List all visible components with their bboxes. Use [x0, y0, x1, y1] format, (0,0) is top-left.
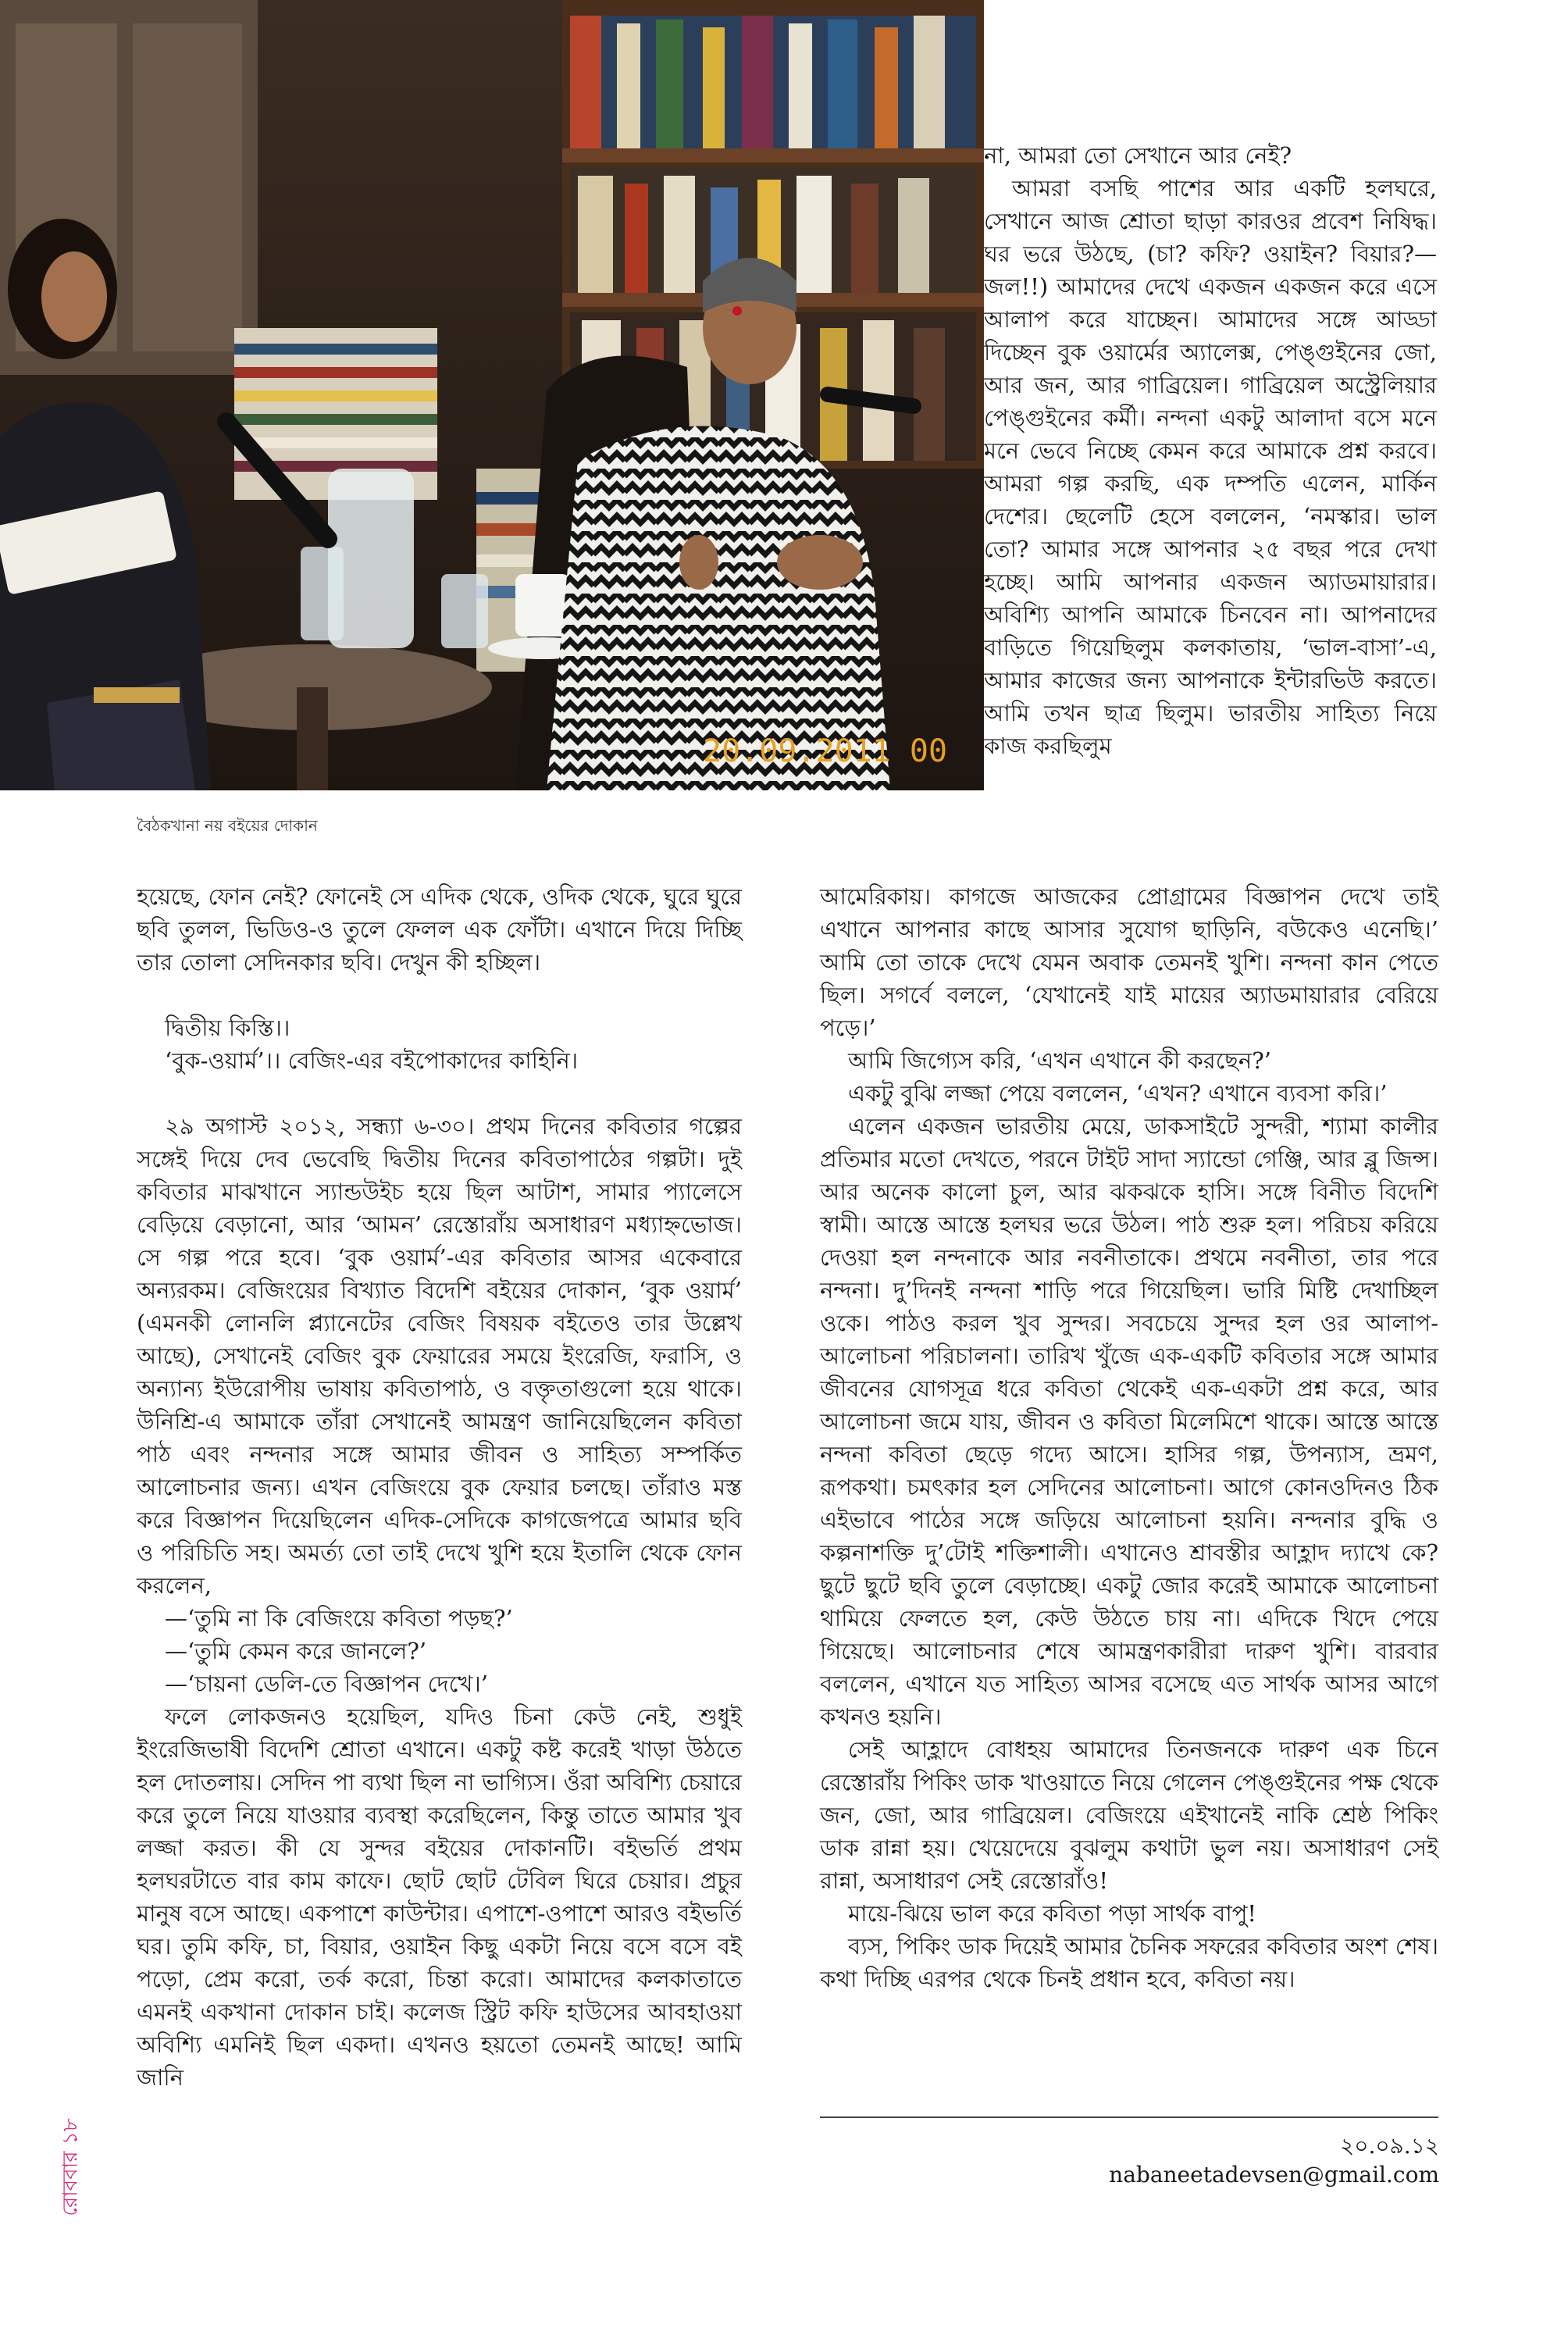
bookstore-photo	[0, 0, 984, 790]
paragraph: সেই আহ্লাদে বোধহয় আমাদের তিনজনকে দারুণ এক চিনে রেস্তোরাঁয় পিকিং ডাক খাওয়াতে নিয়ে গেলেন পেঙ্গুইনের পক্ষ থেকে জন, জো, আর গাব্রিয়েল। বেজিংয়ে এইখানেই নাকি শ্রেষ্ঠ পিকিং ডাক রান্না হয়। খেয়েদেয়ে বুঝলুম কথাটা ভুল নয়। অসাধারণ সেই রান্না, অসাধারণ সেই রেস্তোরাঁও!	[820, 1736, 1438, 1894]
paragraph: আমি জিগ্যেস করি, ‘এখন এখানে কী করছেন?’	[848, 1047, 1271, 1074]
paragraph: ২৯ অগাস্ট ২০১২, সন্ধ্যা ৬-৩০। প্রথম দিনের কবিতার গল্পের সঙ্গেই দিয়ে দেব ভেবেছি দ্বিতীয় দিনের কবিতাপাঠের গল্পটা। দুই কবিতার মাঝখানে স্যান্ডউইচ হয়ে ছিল আটাশ, সামার প্যালেসে বেড়িয়ে বেড়ানো, আর ‘আমন’ রেস্তোরাঁয় অসাধারণ মধ্যাহ্নভোজ। সে গল্প পরে হবে। ‘বুক ওয়ার্ম’-এর কবিতার আসর একেবারে অন্যরকম। বেজিংয়ের বিখ্যাত বিদেশি বইয়ের দোকান, ‘বুক ওয়ার্ম’ (এমনকী লোনলি প্ল্যানেটের বেজিং বিষয়ক বইতেও তার উল্লেখ আছে), সেখানেই বেজিং বুক ফেয়ারের সময়ে ইংরেজি, ফরাসি, ও অন্যান্য ইউরোপীয় ভাষায় কবিতাপাঠ, ও বক্তৃতাগুলো হয়ে থাকে। উনিশ্রি-এ আমাকে তাঁরা সেখানেই আমন্ত্রণ জানিয়েছিলেন কবিতা পাঠ এবং নন্দনার সঙ্গে আমার জীবন ও সাহিত্য সম্পর্কিত আলোচনার জন্য। এখন বেজিংয়ে বুক ফেয়ার চলছে। তাঁরাও মস্ত করে বিজ্ঞাপন দিয়েছিলেন এদিক-সেদিকে কাগজেপত্রে আমার ছবি ও পরিচিতি সহ। অমর্ত্য তো তাই দেখে খুশি হয়ে ইতালি থেকে ফোন করলেন,	[137, 1113, 742, 1599]
dialogue-line: —‘তুমি কেমন করে জানলে?’	[165, 1638, 427, 1664]
photo-timestamp: 20.09.2011 00	[703, 733, 948, 769]
water-glass	[441, 574, 488, 648]
dialogue-line: —‘চায়না ডেলি-তে বিজ্ঞাপন দেখে।’	[165, 1671, 488, 1697]
paragraph: ফলে লোকজনও হয়েছিল, যদিও চিনা কেউ নেই, শুধুই ইংরেজিভাষী বিদেশি শ্রোতা এখানে। একটু কষ্ট করেই খাড়া উঠতে হল দোতলায়। সেদিন পা ব্যথা ছিল না ভাগ্যিস। ওঁরা অবিশ্যি চেয়ারে করে তুলে নিয়ে যাওয়ার ব্যবস্থা করেছিলেন, কিন্তু তাতে আমার খুব লজ্জা করত। কী যে সুন্দর বইয়ের দোকানটি। বইভর্তি প্রথম হলঘরটাতে বার কাম কাফে। ছোট ছোট টেবিল ঘিরে চেয়ার। প্রচুর মানুষ বসে আছে। একপাশে কাউন্টার। এপাশে-ওপাশে আরও বইভর্তি ঘর। তুমি কফি, চা, বিয়ার, ওয়াইন কিছু একটা নিয়ে বসে বসে বই পড়ো, প্রেম করো, তর্ক করো, চিন্তা করো। আমাদের কলকাতাতে এমনই একখানা দোকান চাই। কলেজ স্ট্রিট কফি হাউসের আবহাওয়া অবিশ্যি এমনিই ছিল একদা। এখনও হয়তো তেমনই আছে! আমি জানি	[137, 1703, 742, 2091]
paragraph: আমেরিকায়। কাগজে আজকের প্রোগ্রামের বিজ্ঞাপন দেখে তাই এখানে আপনার কাছে আসার সুযোগ ছাড়িনি, বউকেও এনেছি।’ আমি তো তাকে দেখে যেমন অবাক তেমনই খুশি। নন্দনা কান পেতে ছিল। সগর্বে বললে, ‘যেখানেই যাই মায়ের অ্যাডমায়ারার বেরিয়ে পড়ে।’	[820, 883, 1438, 1041]
water-glass	[301, 547, 344, 640]
paragraph: আমরা বসছি পাশের আর একটি হলঘরে, সেখানে আজ শ্রোতা ছাড়া কারওর প্রবেশ নিষিদ্ধ। ঘর ভরে উঠছে, (চা? কফি? ওয়াইন? বিয়ার?—জল!!) আমাদের দেখে একজন একজন করে এসে আলাপ করে যাচ্ছেন। আমাদের সঙ্গে আড্ডা দিচ্ছেন বুক ওয়ার্মের অ্যালেক্স, পেঙ্গুইনের জো, আর জন, আর গাব্রিয়েল। গাব্রিয়েল অস্ট্রেলিয়ার পেঙ্গুইনের কর্মী। নন্দনা একটু আলাদা বসে মনে মনে ভেবে নিচ্ছে কেমন করে আমাকে প্রশ্ন করবে। আমরা গল্প করছি, এক দম্পতি এলেন, মার্কিন দেশের। ছেলেটি হেসে বললেন, ‘নমস্কার। ভাল তো? আমার সঙ্গে আপনার ২৫ বছর পরে দেখা হচ্ছে। আমি আপনার একজন অ্যাডমায়ারার। অবিশ্যি আপনি আমাকে চিনবেন না। আপনাদের বাড়িতে গিয়েছিলুম কলকাতায়, ‘ভাল-বাসা’-এ, আমার কাজের জন্য আপনাকে ইন্টারভিউ করতে। আমি তখন ছাত্র ছিলুম। ভারতীয় সাহিত্য নিয়ে কাজ করছিলুম	[984, 175, 1437, 759]
article-date: ২০.০৯.১২	[1340, 2133, 1439, 2159]
author-email[interactable]: nabaneetadevsen@gmail.com	[1109, 2162, 1439, 2188]
paragraph: এলেন একজন ভারতীয় মেয়ে, ডাকসাইটে সুন্দরী, শ্যামা কালীর প্রতিমার মতো দেখতে, পরনে টাইট সাদা স্যান্ডো গেঞ্জি, আর ব্লু জিন্স। আর অনেক কালো চুল, আর ঝকঝকে হাসি। সঙ্গে বিনীত বিদেশি স্বামী। আস্তে আস্তে হলঘর ভরে উঠল। পাঠ শুরু হল। পরিচয় করিয়ে দেওয়া হল নন্দনাকে আর নবনীতাকে। প্রথমে নবনীতা, তার পরে নন্দনা। দু’দিনই নন্দনা শাড়ি পরে গিয়েছিল। ভারি মিষ্টি দেখাচ্ছিল ওকে। পাঠও করল খুব সুন্দর। সবচেয়ে সুন্দর হল ওর আলাপ-আলোচনা পরিচালনা। তারিখ খুঁজে এক-একটি কবিতার সঙ্গে আমার জীবনের যোগসূত্র ধরে কবিতা থেকেই এক-একটা প্রশ্ন করে, আর আলোচনা জমে যায়, জীবন ও কবিতা মিলেমিশে থাকে। আস্তে আস্তে নন্দনা কবিতা ছেড়ে গদ্যে আসে। হাসির গল্প, উপন্যাস, ভ্রমণ, রূপকথা। চমৎকার হল সেদিনের আলোচনা। আগে কোনওদিনও ঠিক এইভাবে পাঠের সঙ্গে জড়িয়ে আলোচনা হয়নি। নন্দনার বুদ্ধি ও কল্পনাশক্তি দু’টোই শক্তিশালী। এখানেও শ্রাবস্তীর আহ্লাদ দ্যাখে কে? ছুটে ছুটে ছবি তুলে বেড়াচ্ছে। একটু জোর করেই আমাকে আলোচনা থামিয়ে ফেলতে হল, কেউ উঠতে চায় না। এদিকে খিদে পেয়ে গিয়েছে। আলোচনার শেষে আমন্ত্রণকারীরা দারুণ খুশি। বারবার বললেন, এখানে যত সাহিত্য আসর বসেছে এত সার্থক আসর আগে কখনও হয়নি।	[820, 1113, 1438, 1730]
coffee-mug	[515, 574, 570, 637]
column-top-right	[984, 139, 1437, 762]
column-left	[137, 880, 742, 2094]
section-subheading: ‘বুক-ওয়ার্ম’।। বেজিং-এর বইপোকাদের কাহিনি।	[165, 1047, 579, 1074]
photo-illustration	[0, 0, 984, 790]
paragraph: না, আমরা তো সেখানে আর নেই?	[984, 142, 1292, 169]
column-right	[820, 880, 1438, 1995]
dialogue-line: —‘তুমি না কি বেজিংয়ে কবিতা পড়ছ?’	[165, 1605, 513, 1631]
page-folio	[56, 2109, 87, 2226]
photo-caption: বৈঠকখানা নয় বইয়ের দোকান	[137, 816, 318, 835]
section-heading: দ্বিতীয় কিস্তি।।	[165, 1015, 290, 1041]
folio-text: রোববার ১৮	[59, 2118, 83, 2216]
paragraph: একটু বুঝি লজ্জা পেয়ে বললেন, ‘এখন? এখানে ব্যবসা করি।’	[848, 1080, 1388, 1107]
end-rule	[820, 2116, 1438, 2118]
paragraph: হয়েছে, ফোন নেই? ফোনেই সে এদিক থেকে, ওদিক থেকে, ঘুরে ঘুরে ছবি তুলল, ভিডিও-ও তুলে ফেলল এক ফোঁটা। এখানে দিয়ে দিচ্ছি তার তোলা সেদিনকার ছবি। দেখুন কী হচ্ছিল।	[137, 883, 742, 975]
paragraph: মায়ে-ঝিয়ে ভাল করে কবিতা পড়া সার্থক বাপু!	[848, 1900, 1257, 1927]
paragraph: ব্যস, পিকিং ডাক দিয়েই আমার চৈনিক সফরের কবিতার অংশ শেষ। কথা দিচ্ছি এরপর থেকে চিনই প্রধান হবে, কবিতা নয়।	[820, 1933, 1438, 1992]
